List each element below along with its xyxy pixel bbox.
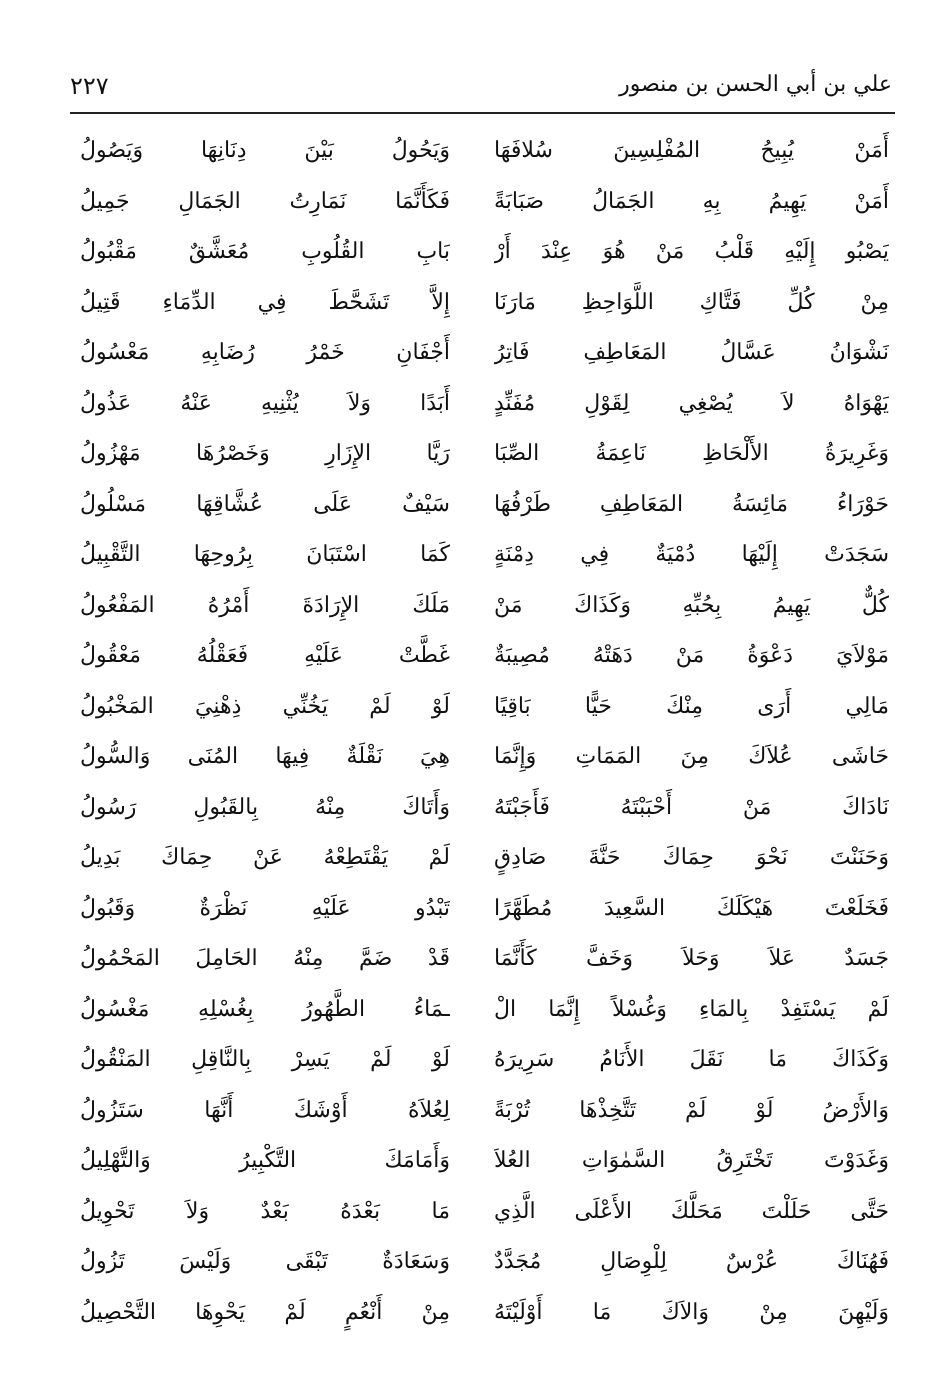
verse-line	[70, 379, 895, 429]
verse-second-hemistich: هِيَ نَقْلَةٌ فِيهَا المُنَى وَالسُّولُ	[80, 744, 450, 769]
verse-line	[70, 884, 895, 934]
verse-first-hemistich: كُلٌّ يَهِيمُ بِحُبِّهِ وَكَذَاكَ مَنْ	[494, 592, 889, 618]
verse-line	[70, 1288, 895, 1338]
page-header	[70, 58, 892, 108]
verse-line	[70, 833, 895, 883]
verse-first-hemistich: مَالِي أَرَى مِنْكَ حَيًّا بَاقِيًا	[494, 693, 889, 719]
verse-second-hemistich: فَكَأَنَّمَا نَمَارِتُ الجَمَالِ جَمِيلُ	[80, 188, 450, 214]
verse-second-hemistich: تَبْدُو عَلَيْهِ نَظْرَةٌ وَقَبُولُ	[80, 895, 450, 921]
verse-second-hemistich: وَسَعَادَةٌ تَبْقَى وَلَيْسَ تَزُولُ	[80, 1249, 450, 1274]
verse-line	[70, 1086, 895, 1136]
poem-body	[70, 126, 895, 1341]
verse-first-hemistich: حَوْرَاءُ مَائِسَةُ المَعَاطِفِ طَرْفُهَا	[494, 491, 889, 517]
verse-second-hemistich: وَأَمَامَكَ التَّكْبِيرُ وَالتَّهْلِيلُ	[80, 1148, 450, 1173]
verse-second-hemistich: بَابِ القُلُوبِ مُعَشَّقٌ مَقْبُولُ	[80, 239, 450, 264]
verse-first-hemistich: مِنْ كُلِّ فَتَّاكِ اللَّوَاحِظِ مَارَنَا	[494, 289, 889, 315]
verse-second-hemistich: غَطَّتْ عَلَيْهِ فَعَقْلُهُ مَعْقُولُ	[80, 643, 450, 668]
verse-first-hemistich: حَتَّى حَلَلْتَ مَحَلَّكَ الأَعْلَى الَّذِي	[494, 1198, 889, 1224]
verse-second-hemistich: إِلاَّ تَشَحَّطَ فِي الدِّمَاءِ قَتِيلُ	[80, 289, 450, 315]
verse-second-hemistich: أَجْفَانِ خَمْرُ رُضَابِهِ مَعْسُولُ	[80, 340, 450, 365]
verse-line	[70, 126, 895, 176]
header-rule	[70, 112, 895, 114]
verse-first-hemistich: حَاشَى عُلاَكَ مِنَ المَمَاتِ وَإِنَّمَا	[494, 744, 889, 769]
verse-first-hemistich: فَخَلَعْتَ هَيْكَلَكَ السَّعِيدَ مُطَهَّرًا	[494, 895, 889, 921]
verse-first-hemistich: وَغَرِيرَةُ الأَلْحَاظِ نَاعِمَةُ الصِّبَا	[494, 441, 889, 466]
verse-line	[70, 985, 895, 1035]
verse-first-hemistich: لَمْ يَسْتَفِدْ بِالمَاءِ وَغُسْلاً إِنَّمَا الْ	[494, 996, 889, 1022]
verse-second-hemistich: سَيْفٌ عَلَى عُشَّاقِهَا مَسْلُولُ	[80, 491, 450, 517]
page-number: ٢٢٧	[70, 72, 109, 100]
verse-line	[70, 177, 895, 227]
verse-second-hemistich: مَا بَعْدَهُ بَعْدٌ وَلاَ تَحْوِيلُ	[80, 1198, 450, 1224]
verse-second-hemistich: وَأَتَاكَ مِنْهُ بِالقَبُولِ رَسُولُ	[80, 794, 450, 820]
verse-first-hemistich: وَكَذَاكَ مَا نَقَلَ الأَنَامُ سَرِيرَهُ	[494, 1047, 889, 1072]
verse-first-hemistich: وَلَيْهِنَ مِنْ وَالاَكَ مَا أَوْلَيْتَهُ	[494, 1299, 889, 1325]
verse-line	[70, 328, 895, 378]
verse-first-hemistich: يَهْوَاهُ لاَ يُصْغِي لِقَوْلِ مُفَنِّدٍ	[494, 390, 889, 416]
verse-line	[70, 783, 895, 833]
verse-line	[70, 1136, 895, 1186]
verse-first-hemistich: وَالأَرْضُ لَوْ لَمْ تَتَّخِذْهَا تُرْبَةً	[494, 1097, 889, 1123]
verse-first-hemistich: نَشْوَانُ عَسَّالُ المَعَاطِفِ فَاتِرُ	[494, 340, 889, 365]
verse-first-hemistich: نَادَاكَ مَنْ أَحْبَبْتَهُ فَأَجَبْتَهُ	[494, 794, 889, 820]
verse-first-hemistich: فَهُنَاكَ عُرْسٌ لِلْوِصَالِ مُجَدَّدٌ	[494, 1249, 889, 1274]
verse-line	[70, 429, 895, 479]
verse-line	[70, 1035, 895, 1085]
verse-second-hemistich: وَيَحُولُ بَيْنَ دِنَانِهَا وَيَصُولُ	[80, 138, 450, 163]
verse-line	[70, 934, 895, 984]
verse-second-hemistich: مَلَكَ الإِرَادَةَ أَمْرُهُ المَفْعُولُ	[80, 592, 450, 618]
verse-second-hemistich: مِنْ أَنْعُمٍ لَمْ يَحْوِهَا التَّحْصِيلُ	[80, 1299, 450, 1325]
verse-first-hemistich: جَسَدٌ عَلاَ وَحَلاَ وَخَفَّ كَأَنَّمَا	[494, 946, 889, 971]
verse-line	[70, 480, 895, 530]
verse-first-hemistich: سَجَدَتْ إِلَيْهَا دُمْيَةٌ فِي دِمْنَةٍ	[494, 542, 889, 567]
verse-line	[70, 631, 895, 681]
verse-first-hemistich: وَحَنَنْتَ نَحْوَ حِمَاكَ حَنَّةَ صَادِقٍ	[494, 845, 889, 870]
running-title: علي بن أبي الحسن بن منصور	[619, 72, 892, 97]
verse-second-hemistich: رَيَّا الإِزَارِ وَخَصْرُهَا مَهْزُولُ	[80, 441, 450, 466]
verse-first-hemistich: مَوْلاَيَ دَعْوَةُ مَنْ دَهَتْهُ مُصِيبَةٌ	[494, 643, 889, 668]
verse-first-hemistich: وَغَدَوْتَ تَخْتَرِقُ السَّمٰوَاتِ العُلاَ	[494, 1148, 889, 1173]
verse-line	[70, 1187, 895, 1237]
verse-first-hemistich: أَمَنْ يُبِيحُ المُفْلِسِينَ سُلافَهَا	[494, 138, 889, 163]
verse-first-hemistich: أَمَنْ يَهِيمُ بِهِ الجَمَالُ صَبَابَةً	[494, 188, 889, 214]
verse-second-hemistich: لَوْ لَمْ يَخُنِّي ذِهْنِيَ المَخْبُولُ	[80, 693, 450, 719]
verse-line	[70, 581, 895, 631]
verse-second-hemistich: لَوْ لَمْ يَسِرْ بِالنَّاقِلِ المَنْقُولُ	[80, 1047, 450, 1072]
verse-first-hemistich: يَصْبُو إِلَيْهِ قَلْبُ مَنْ هُوَ عِنْدَ أَرْ	[494, 239, 889, 264]
verse-second-hemistich: لِعُلاَهُ أَوْشَكَ أَنَّهَا سَتَزُولُ	[80, 1097, 450, 1123]
verse-second-hemistich: قَدْ ضَمَّ مِنْهُ الحَامِلَ المَحْمُولُ	[80, 946, 450, 971]
verse-line	[70, 682, 895, 732]
verse-second-hemistich: ـمَاءُ الطَّهُورُ بِغُسْلِهِ مَغْسُولُ	[80, 996, 450, 1022]
verse-line	[70, 278, 895, 328]
verse-second-hemistich: أَبَدًا وَلاَ يُثْنِيهِ عَنْهُ عَذُولُ	[80, 390, 450, 416]
verse-line	[70, 1237, 895, 1287]
verse-line	[70, 227, 895, 277]
verse-second-hemistich: كَمَا اسْتَبَانَ بِرُوحِهَا التَّقْبِيلُ	[80, 542, 450, 567]
verse-line	[70, 732, 895, 782]
verse-line	[70, 530, 895, 580]
verse-second-hemistich: لَمْ يَقْتَطِعْهُ عَنْ حِمَاكَ بَدِيلُ	[80, 845, 450, 870]
